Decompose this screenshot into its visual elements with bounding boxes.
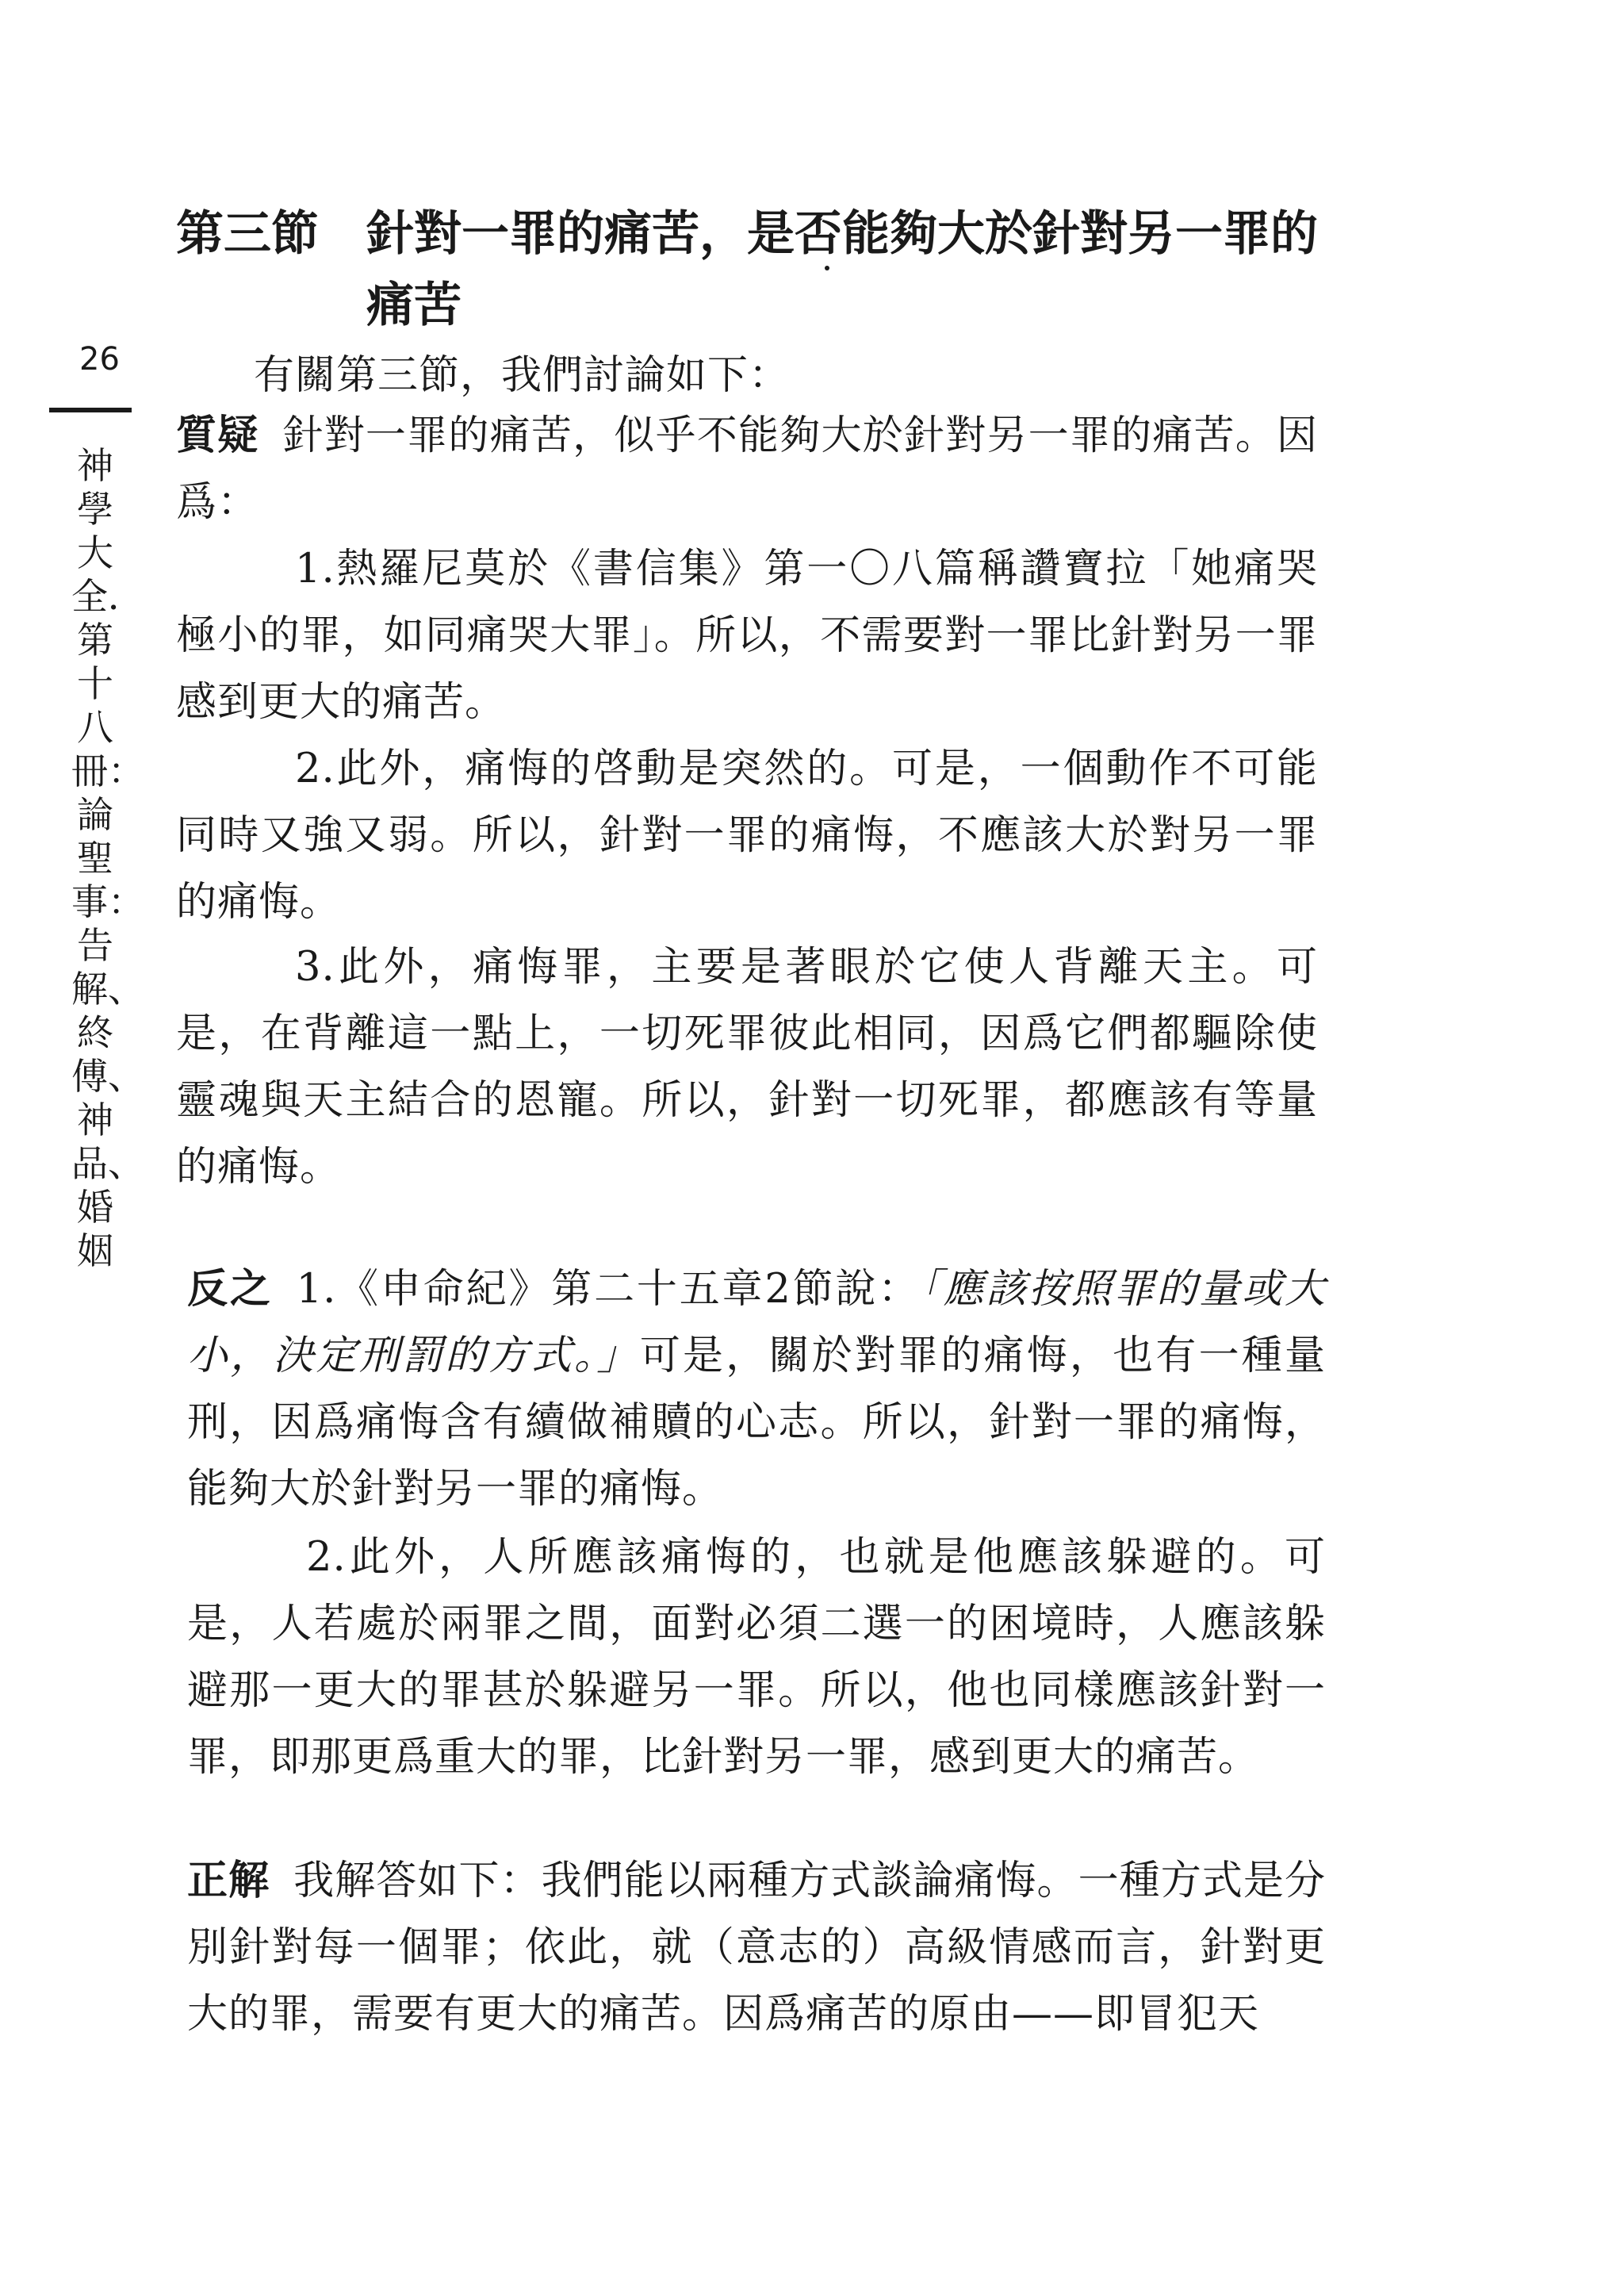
sed-contra-2-text: 2.此外，人所應該痛悔的，也就是他應該躲避的。可是，人若處於兩罪之間，面對必須二選一的困境時，人應該躲避那一更大的罪甚於躲避另一罪。所以，他也同樣應該針對一罪，即那更爲重大的罪，比針對另一罪，感到更大的痛苦。: [187, 1534, 1326, 1781]
section-title: 針對一罪的痛苦，是否能夠大於針對另一罪的痛苦: [366, 206, 1318, 333]
sed-contra-1: [187, 1256, 1326, 1523]
intro-text: 有關第三節，我們討論如下：: [254, 352, 791, 399]
margin-rule: [49, 408, 132, 412]
page-number: 26: [79, 341, 120, 378]
objection-2-text: 2.此外，痛悔的啓動是突然的。可是，一個動作不可能同時又強又弱。所以，針對一罪的痛悔，不應該大於對另一罪的痛悔。: [176, 746, 1318, 926]
running-title: 神學大全．第十八冊：論聖事：告解、終傅、神品、婚姻: [71, 444, 144, 1272]
sed-contra-1-start: 1.《申命紀》第二十五章2節說：: [296, 1266, 921, 1313]
response: [187, 1848, 1326, 2048]
objection-1: [176, 536, 1318, 736]
intro-paragraph: [254, 343, 1324, 409]
sed-contra-1-end: 可是，關於對罪的痛悔，也有一種量刑，因爲痛悔含有續做補贖的心志。所以，針對一罪的痛悔，能夠大於針對另一罪的痛悔。: [187, 1332, 1326, 1513]
section-label: 第三節: [176, 206, 319, 262]
objection-lead: 質疑: [176, 412, 259, 459]
sed-contra-lead: 反之: [187, 1266, 273, 1313]
response-text: 我解答如下：我們能以兩種方式談論痛悔。一種方式是分別針對每一個罪；依此，就（意志的）高級情感而言，針對更大的罪，需要有更大的痛苦。因爲痛苦的原由——即冒犯天: [187, 1858, 1326, 2038]
objection-3-text: 3.此外，痛悔罪，主要是著眼於它使人背離天主。可是，在背離這一點上，一切死罪彼此相同，因爲它們都驅除使靈魂與天主結合的恩寵。所以，針對一切死罪，都應該有等量的痛悔。: [176, 944, 1318, 1191]
objection-1-text: 1.熱羅尼莫於《書信集》第一〇八篇稱讚寶拉「她痛哭極小的罪，如同痛哭大罪」。所以，不需要對一罪比針對另一罪感到更大的痛苦。: [176, 546, 1318, 726]
objection-opening-text: 針對一罪的痛苦，似乎不能夠大於針對另一罪的痛苦。因爲：: [176, 412, 1318, 526]
objection-opening: [176, 403, 1318, 536]
response-lead: 正解: [187, 1858, 270, 1904]
stray-dot: [825, 266, 829, 270]
sed-contra-quote: 「應該按照罪的量或大小，決定刑罰的方式。」: [187, 1266, 1326, 1379]
objection-2: [176, 736, 1318, 936]
objection-3: [176, 934, 1318, 1201]
sed-contra-2: [187, 1524, 1326, 1791]
